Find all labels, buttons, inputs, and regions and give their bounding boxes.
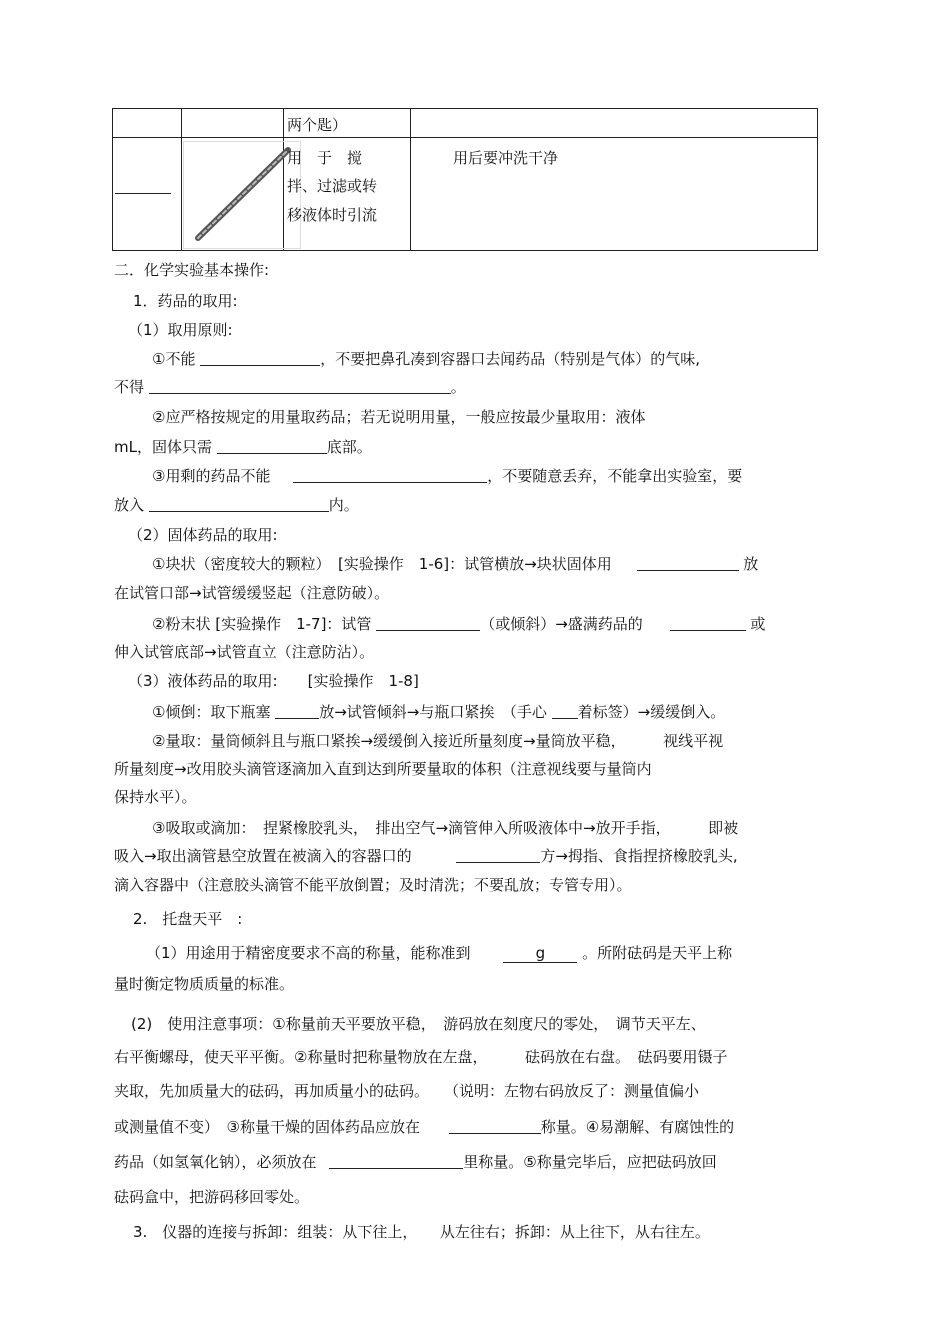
balance-2-cont: 夹取，先加质量大的砝码，再加质量小的砝码。 （说明：左物右码放反了：测量值偏小 <box>114 1082 700 1100</box>
answer-blank[interactable] <box>275 703 319 719</box>
text: 。 <box>450 378 466 396</box>
answer-blank[interactable] <box>200 350 320 366</box>
rule-3-cont <box>114 494 359 515</box>
text: ，不要随意丢弃，不能拿出实验室，要 <box>487 467 743 485</box>
text: ②粉末状 [实验操作 1-7]：试管 <box>152 615 372 633</box>
table-row-divider <box>113 137 817 138</box>
rule-1-cont <box>114 376 466 397</box>
instrument-table <box>112 108 818 251</box>
answer-blank[interactable] <box>552 703 578 719</box>
balance-1 <box>146 942 732 963</box>
solid-2-cont: 伸入试管底部→试管直立（注意防沾）。 <box>114 643 375 661</box>
liquid-3-cont: 滴入容器中（注意胶头滴管不能平放倒置；及时清洗；不要乱放；专管专用）。 <box>114 876 632 894</box>
liquid-2-cont: 保持水平）。 <box>114 788 197 806</box>
text: ③用剩的药品不能 <box>152 467 271 485</box>
text: 着标签）→缓缓倒入。 <box>577 703 726 721</box>
subsection-title: 2. 托盘天平 : <box>133 910 243 928</box>
solid-2 <box>152 613 765 634</box>
text: （1）用途用于精密度要求不高的称量，能称准到 <box>146 944 471 962</box>
text: ①倾倒：取下瓶塞 <box>152 703 271 721</box>
row2-use-line2: 拌、过滤或转 <box>287 177 378 195</box>
answer-blank[interactable] <box>293 467 487 483</box>
table-divider <box>410 109 411 250</box>
answer-blank[interactable] <box>376 615 480 631</box>
solid-1 <box>152 553 758 574</box>
paragraph-title: （1）取用原则: <box>128 321 233 339</box>
text: 。所附砝码是天平上称 <box>582 944 733 962</box>
paragraph-title: （2）固体药品的取用: <box>128 526 278 544</box>
rule-2: ②应严格按规定的用量取药品；若无说明用量，一般应按最少量取用：液体 <box>152 408 646 426</box>
text: 称量。④易潮解、有腐蚀性的 <box>540 1118 735 1136</box>
text: 放入 <box>114 496 145 514</box>
liquid-1 <box>152 701 725 722</box>
paragraph-title: （3）液体药品的取用: [实验操作 1-8] <box>128 672 419 690</box>
text: 放 <box>743 555 759 573</box>
answer-blank[interactable] <box>149 378 451 394</box>
row2-use-line3: 移液体时引流 <box>287 206 378 224</box>
liquid-3-cont <box>114 845 738 866</box>
text: 不得 <box>114 378 145 396</box>
answer-blank[interactable] <box>149 496 329 512</box>
text: （或倾斜）→盛满药品的 <box>480 615 643 633</box>
balance-1-cont: 量时衡定物质质量的标准。 <box>114 975 295 993</box>
text: 放→试管倾斜→与瓶口紧挨 （手心 <box>319 703 547 721</box>
answer-blank[interactable] <box>456 847 540 863</box>
liquid-2: ②量取：量筒倾斜且与瓶口紧挨→缓缓倒入接近所量刻度→量筒放平稳， 视线平视 <box>152 732 724 750</box>
balance-2-cont <box>114 1151 717 1172</box>
rule-3 <box>152 465 742 486</box>
balance-2-cont: 砝码盒中，把游码移回零处。 <box>114 1188 310 1206</box>
answer-blank[interactable] <box>670 615 746 631</box>
text: 里称量。⑤称量完毕后，应把砝码放回 <box>463 1153 717 1171</box>
answer-blank[interactable]: g <box>503 944 577 963</box>
table-divider <box>181 109 182 250</box>
text: ①块状（密度较大的颗粒） [实验操作 1-6]：试管横放→块状固体用 <box>152 555 612 573</box>
liquid-2-cont: 所量刻度→改用胶头滴管逐滴加入直到达到所要量取的体积（注意视线要与量筒内 <box>114 760 652 778</box>
row2-use-line1: 用 于 搅 <box>287 149 363 167</box>
balance-2-cont: 右平衡螺母，使天平平衡。②称量时把称量物放在左盘， 砝码放在右盘。 砝码要用镊子 <box>114 1048 728 1066</box>
rule-2-cont <box>114 436 372 457</box>
balance-2-cont <box>114 1116 734 1137</box>
text: 内。 <box>328 496 359 514</box>
text: 或测量值不变） ③称量干燥的固体药品应放在 <box>114 1118 420 1136</box>
subsection-3: 3. 仪器的连接与拆卸：组装：从下往上， 从左往右；拆卸：从上往下，从右往左。 <box>133 1223 710 1241</box>
subsection-title: 1．药品的取用: <box>133 292 238 310</box>
solid-1-cont: 在试管口部→试管缓缓竖起（注意防破）。 <box>114 584 390 602</box>
answer-blank[interactable] <box>329 1153 463 1169</box>
text: 或 <box>750 615 766 633</box>
text: 吸入→取出滴管悬空放置在被滴入的容器口的 <box>114 847 412 865</box>
answer-blank[interactable] <box>637 555 739 571</box>
rule-1 <box>152 348 700 369</box>
text: 药品（如氢氧化钠），必须放在 <box>114 1153 317 1171</box>
liquid-3: ③吸取或滴加： 捏紧橡胶乳头， 排出空气→滴管伸入所吸液体中→放开手指， 即被 <box>152 819 739 837</box>
text: 底部。 <box>326 438 372 456</box>
answer-blank[interactable] <box>217 438 327 454</box>
balance-2: (2) 使用注意事项：①称量前天平要放平稳， 游码放在刻度尺的零处， 调节天平左、 <box>131 1015 706 1033</box>
row2-note: 用后要冲洗干净 <box>453 149 559 167</box>
section-title: 二．化学实验基本操作: <box>114 261 270 279</box>
glass-rod-image <box>183 141 301 249</box>
text: 方→拇指、食指捏挤橡胶乳头, <box>540 847 738 865</box>
answer-blank[interactable] <box>449 1118 541 1134</box>
glass-rod-icon <box>184 142 300 248</box>
text: mL，固体只需 <box>114 438 212 456</box>
text: ①不能 <box>152 350 196 368</box>
instrument-name-blank <box>115 193 171 194</box>
text: ，不要把鼻孔凑到容器口去闻药品（特别是气体）的气味, <box>320 350 701 368</box>
row1-use-text: 两个匙） <box>287 116 348 134</box>
